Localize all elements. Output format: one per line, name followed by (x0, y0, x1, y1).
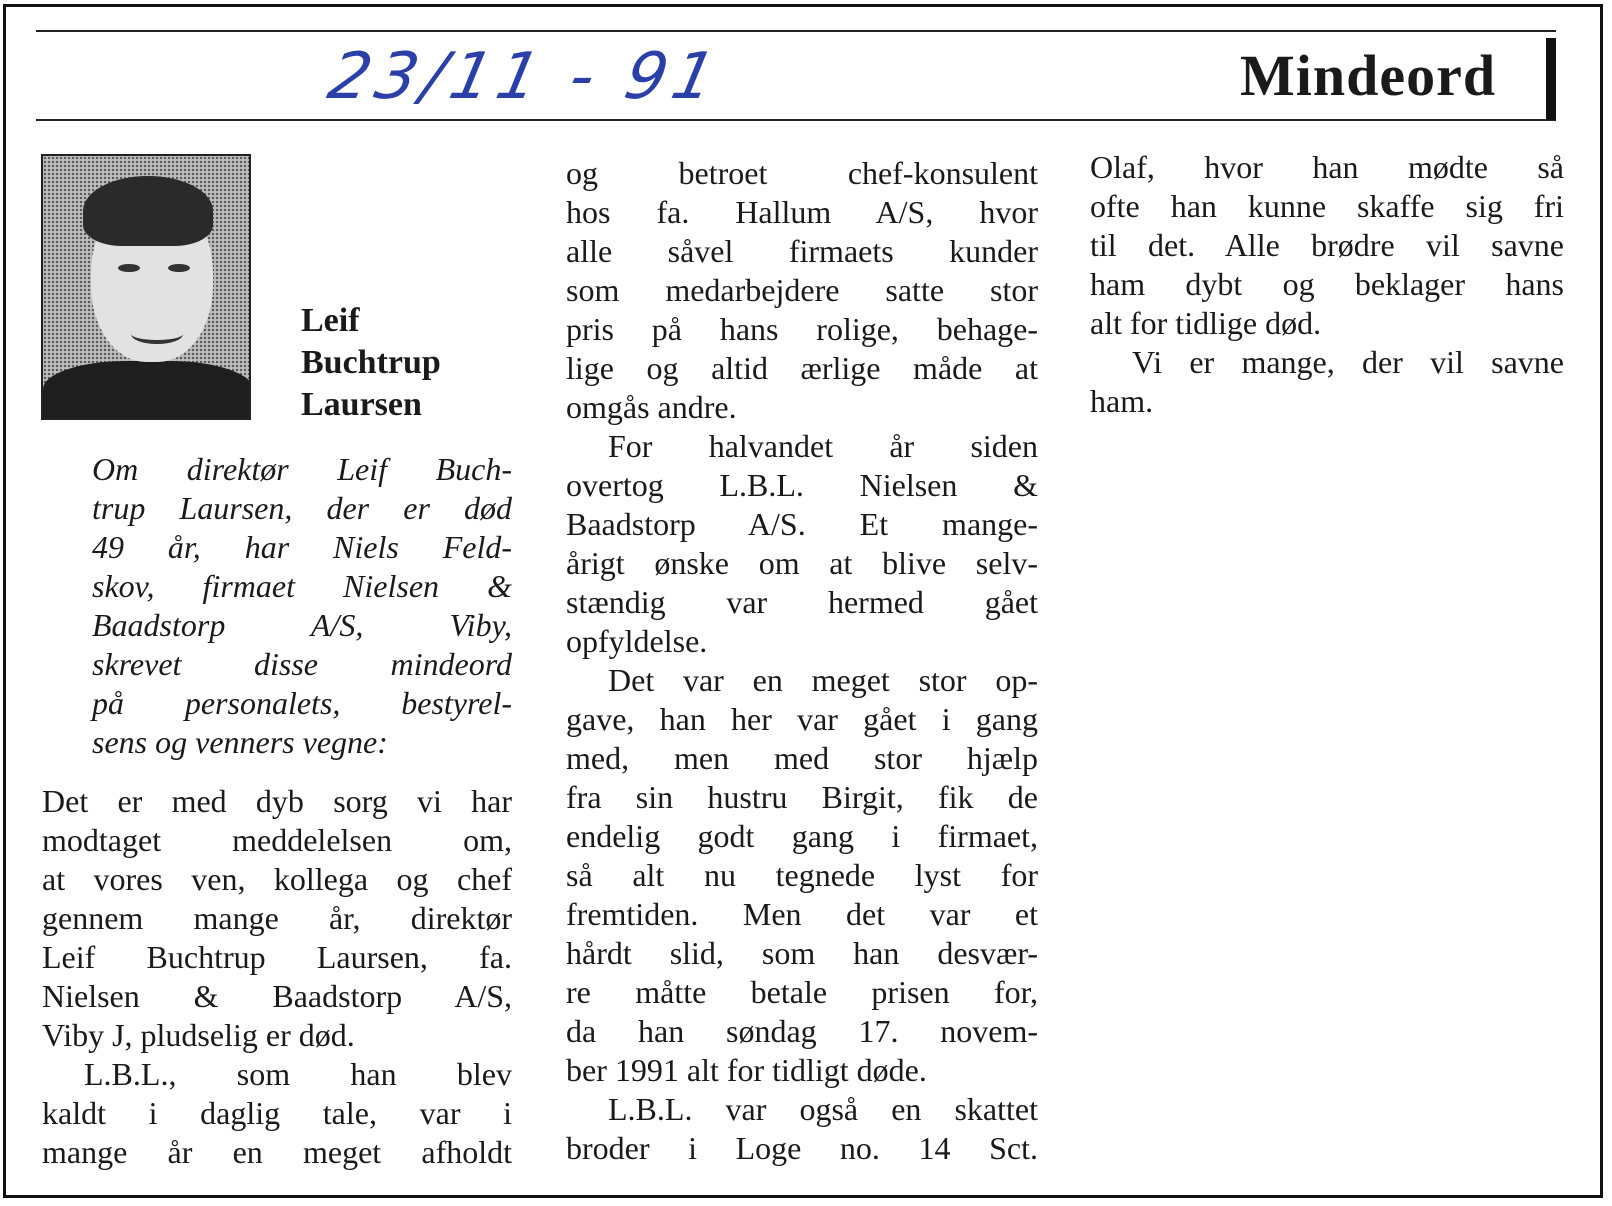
text-line: da han søndag 17. novem- (566, 1013, 1038, 1049)
text-line: skrevet disse mindeord (92, 646, 512, 682)
text-line: lige og altid ærlige måde at (566, 350, 1038, 386)
text-line: og betroet chef-konsulent (566, 155, 1038, 191)
text-line: Det var en meget stor op- (608, 662, 1038, 698)
text-line: overtog L.B.L. Nielsen & (566, 467, 1038, 503)
text-line: ham. (1090, 383, 1154, 419)
text-line: alle såvel firmaets kunder (566, 233, 1038, 269)
text-line: årigt ønske om at blive selv- (566, 545, 1038, 581)
column-2 (566, 154, 1038, 1168)
text-line: så alt nu tegnede lyst for (566, 857, 1038, 893)
handwritten-date: 23/11 - 91 (322, 40, 728, 114)
header-bar (1546, 38, 1556, 120)
photo-mouth (131, 324, 183, 344)
photo-eye-left (118, 264, 140, 272)
text-line: stændig var hermed gået (566, 584, 1038, 620)
text-line: alt for tidlige død. (1090, 305, 1322, 341)
text-line: med, men med stor hjælp (566, 740, 1038, 776)
photo-suit (43, 361, 251, 420)
text-line: broder i Loge no. 14 Sct. (566, 1130, 1038, 1166)
text-line: på personalets, bestyrel- (92, 685, 512, 721)
text-line: gennem mange år, direktør (42, 900, 512, 936)
text-line: opfyldelse. (566, 623, 708, 659)
text-line: For halvandet år siden (608, 428, 1038, 464)
text-line: endelig godt gang i firmaet, (566, 818, 1038, 854)
text-line: ofte han kunne skaffe sig fri (1090, 188, 1564, 224)
text-line: Viby J, pludselig er død. (42, 1017, 355, 1053)
text-line: til det. Alle brødre vil savne (1090, 227, 1564, 263)
name-line: Buchtrup (301, 344, 441, 381)
text-line: hos fa. Hallum A/S, hvor (566, 194, 1038, 230)
text-line: L.B.L. var også en skattet (608, 1091, 1038, 1127)
text-line: Olaf, hvor han mødte så (1090, 149, 1564, 185)
text-line: modtaget meddelelsen om, (42, 822, 512, 858)
text-line: pris på hans rolige, behage- (566, 311, 1038, 347)
text-line: sens og venners vegne: (92, 724, 388, 760)
text-line: re måtte betale prisen for, (566, 974, 1038, 1010)
text-line: Om direktør Leif Buch- (92, 451, 512, 487)
name-line: Laursen (301, 386, 422, 423)
portrait-photo-icon (41, 154, 251, 420)
deceased-name (301, 300, 441, 426)
name-line: Leif (301, 302, 360, 339)
text-line: trup Laursen, der er død (92, 490, 512, 526)
header-rule (36, 119, 1556, 121)
text-line: hårdt slid, som han desvær- (566, 935, 1038, 971)
column-3 (1090, 148, 1564, 421)
column-1 (42, 782, 512, 1172)
text-line: ham dybt og beklager hans (1090, 266, 1564, 302)
text-line: Det er med dyb sorg vi har (42, 783, 512, 819)
text-line: Baadstorp A/S. Et mange- (566, 506, 1038, 542)
photo-eye-right (168, 264, 190, 272)
text-line: omgås andre. (566, 389, 737, 425)
text-line: Nielsen & Baadstorp A/S, (42, 978, 512, 1014)
text-line: fra sin hustru Birgit, fik de (566, 779, 1038, 815)
text-line: Vi er mange, der vil savne (1132, 344, 1564, 380)
text-line: mange år en meget afholdt (42, 1134, 512, 1170)
text-line: at vores ven, kollega og chef (42, 861, 512, 897)
text-line: ber 1991 alt for tidligt døde. (566, 1052, 927, 1088)
text-line: kaldt i daglig tale, var i (42, 1095, 512, 1131)
photo-hair (83, 176, 213, 246)
text-line: som medarbejdere satte stor (566, 272, 1038, 308)
text-line: fremtiden. Men det var et (566, 896, 1038, 932)
text-line: 49 år, har Niels Feld- (92, 529, 512, 565)
text-line: gave, han her var gået i gang (566, 701, 1038, 737)
text-line: Leif Buchtrup Laursen, fa. (42, 939, 512, 975)
text-line: Baadstorp A/S, Viby, (92, 607, 512, 643)
text-line: L.B.L., som han blev (84, 1056, 512, 1092)
section-label: Mindeord (1240, 43, 1497, 108)
text-line: skov, firmaet Nielsen & (92, 568, 512, 604)
top-rule (36, 30, 1556, 32)
lead-paragraph (92, 450, 512, 762)
